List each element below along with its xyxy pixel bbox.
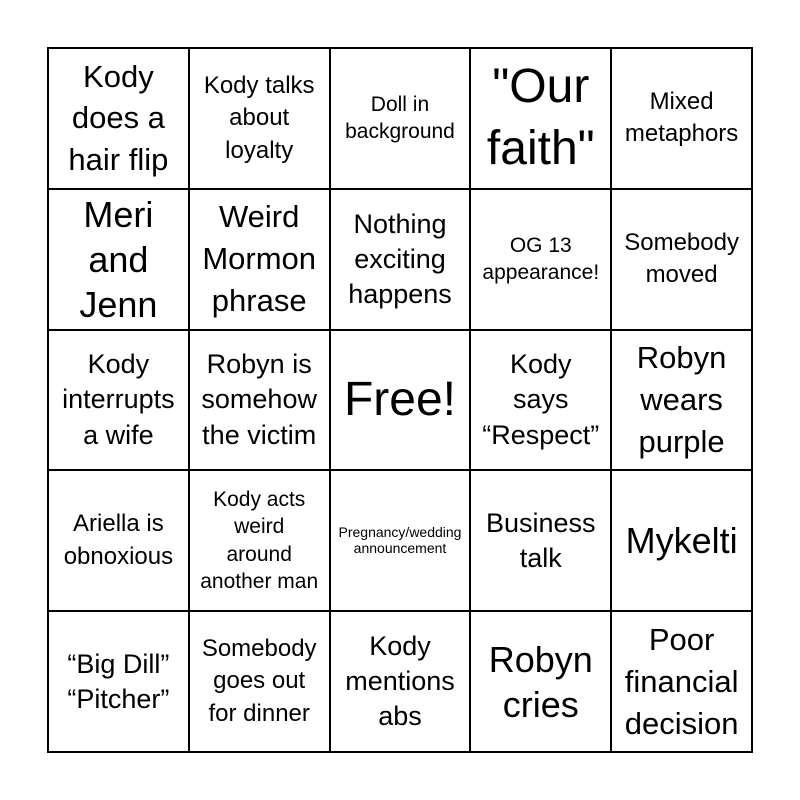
cell-text: Meri and Jenn <box>79 193 158 325</box>
bingo-cell-mormon-phrase[interactable] <box>189 189 330 330</box>
bingo-cell-somebody-moved[interactable] <box>611 189 752 330</box>
cell-text: OG 13 appearance! <box>482 233 600 285</box>
bingo-cell-og13[interactable] <box>470 189 611 330</box>
bingo-card <box>47 47 753 753</box>
bingo-cell-kody-another-man[interactable] <box>189 470 330 611</box>
bingo-cell-mykelti[interactable] <box>611 470 752 611</box>
cell-text: Nothing exciting happens <box>348 208 452 309</box>
cell-text: Kody interrupts a wife <box>62 349 175 450</box>
bingo-cell-doll-background[interactable] <box>330 48 471 189</box>
bingo-cell-business-talk[interactable] <box>470 470 611 611</box>
bingo-cell-meri-and-jenn[interactable] <box>48 189 189 330</box>
cell-text: Robyn is somehow the victim <box>201 349 317 450</box>
bingo-cell-kody-hair-flip[interactable] <box>48 48 189 189</box>
bingo-cell-pregnancy-wedding[interactable] <box>330 470 471 611</box>
cell-text: Ariella is obnoxious <box>63 510 174 570</box>
bingo-cell-financial-decision[interactable] <box>611 611 752 752</box>
bingo-cell-mixed-metaphors[interactable] <box>611 48 752 189</box>
bingo-cell-kody-loyalty[interactable] <box>189 48 330 189</box>
cell-text: “Big Dill” “Pitcher” <box>67 648 170 714</box>
bingo-cell-nothing-exciting[interactable] <box>330 189 471 330</box>
bingo-cell-kody-respect[interactable] <box>470 330 611 471</box>
cell-text: Robyn cries <box>488 638 593 725</box>
bingo-cell-big-dill[interactable] <box>48 611 189 752</box>
cell-text: Somebody goes out for dinner <box>201 635 317 727</box>
bingo-cell-kody-interrupts[interactable] <box>48 330 189 471</box>
cell-text: Doll in background <box>345 93 455 144</box>
bingo-cell-dinner[interactable] <box>189 611 330 752</box>
cell-text: Kody acts weird around another man <box>200 488 319 594</box>
bingo-cell-kody-abs[interactable] <box>330 611 471 752</box>
cell-text: "Our faith" <box>486 60 595 176</box>
cell-text: Poor financial decision <box>624 621 739 741</box>
cell-text: Kody mentions abs <box>345 630 455 732</box>
cell-text: Free! <box>343 372 456 426</box>
bingo-cell-robyn-purple[interactable] <box>611 330 752 471</box>
cell-text: Mykelti <box>625 520 738 562</box>
cell-text: Kody talks about loyalty <box>203 71 315 164</box>
cell-text: Kody does a hair flip <box>68 58 169 178</box>
bingo-cell-robyn-victim[interactable] <box>189 330 330 471</box>
cell-text: Somebody moved <box>624 228 739 289</box>
cell-text: Business talk <box>486 507 596 573</box>
bingo-cell-robyn-cries[interactable] <box>470 611 611 752</box>
bingo-cell-our-faith[interactable] <box>470 48 611 189</box>
bingo-cell-ariella[interactable] <box>48 470 189 611</box>
cell-text: Weird Mormon phrase <box>202 199 317 319</box>
cell-text: Mixed metaphors <box>624 88 739 148</box>
cell-text: Robyn wears purple <box>636 340 727 459</box>
cell-text: Pregnancy/wedding announcement <box>338 524 462 556</box>
bingo-cell-free[interactable] <box>330 330 471 471</box>
cell-text: Kody says “Respect” <box>482 349 600 450</box>
